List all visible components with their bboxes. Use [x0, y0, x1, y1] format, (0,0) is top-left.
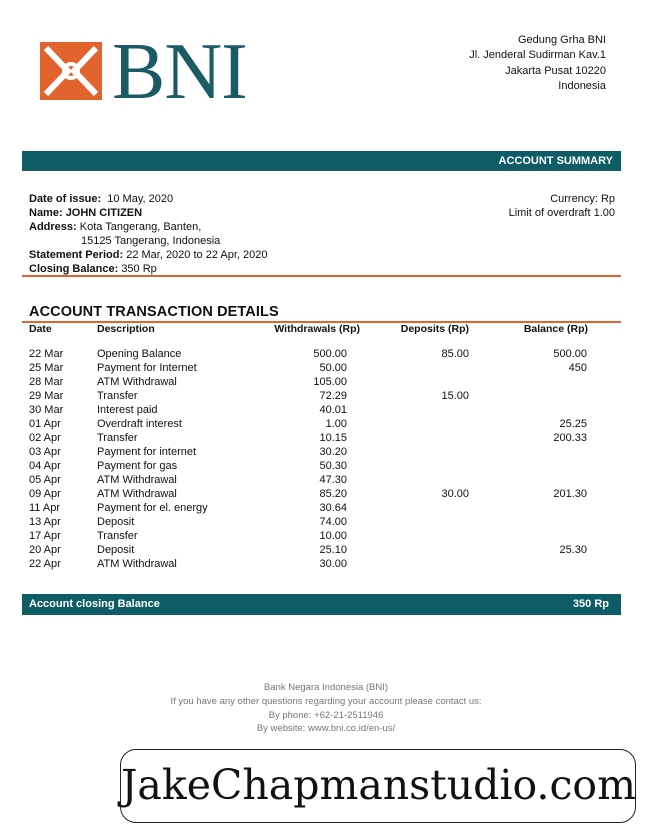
row-date: 28 Mar — [29, 376, 64, 388]
row-deposit: 30.00 — [441, 488, 469, 500]
row-description: Payment for Internet — [97, 362, 197, 374]
transactions-title: ACCOUNT TRANSACTION DETAILS — [29, 304, 279, 320]
row-description: Transfer — [97, 390, 138, 402]
table-row — [0, 543, 652, 557]
account-summary-title: ACCOUNT SUMMARY — [498, 155, 613, 167]
column-header-balance: Balance (Rp) — [523, 323, 588, 335]
transactions-table — [0, 347, 652, 571]
row-description: Overdraft interest — [97, 418, 182, 430]
row-description: Deposit — [97, 544, 135, 556]
bni-logo-icon — [40, 42, 102, 100]
row-date: 04 Apr — [29, 460, 61, 472]
date-of-issue-label: Date of issue: — [29, 193, 102, 205]
row-withdrawal: 47.30 — [319, 474, 347, 486]
row-withdrawal: 10.00 — [319, 530, 347, 542]
row-withdrawal: 40.01 — [319, 404, 347, 416]
address-line-1: Kota Tangerang, Banten, — [79, 221, 202, 233]
row-date: 05 Apr — [29, 474, 61, 486]
row-balance: 25.25 — [559, 418, 587, 430]
row-description: Payment for gas — [97, 460, 178, 472]
row-withdrawal: 10.15 — [319, 432, 347, 444]
row-date: 02 Apr — [29, 432, 61, 444]
row-balance: 450 — [568, 362, 587, 374]
table-row — [0, 459, 652, 473]
bni-logo-text: BNI — [112, 28, 247, 116]
row-withdrawal: 500.00 — [313, 348, 347, 360]
row-withdrawal: 30.64 — [319, 502, 347, 514]
row-withdrawal: 25.10 — [319, 544, 347, 556]
table-row — [0, 347, 652, 361]
row-description: Transfer — [97, 530, 138, 542]
column-header-withdrawals: Withdrawals (Rp) — [274, 323, 360, 335]
currency-text: Currency: Rp — [550, 193, 615, 205]
table-row — [0, 515, 652, 529]
row-withdrawal: 72.29 — [319, 390, 347, 402]
row-description: Opening Balance — [97, 348, 182, 360]
row-balance: 201.30 — [553, 488, 587, 500]
table-row — [0, 361, 652, 375]
row-withdrawal: 30.00 — [319, 558, 347, 570]
row-date: 30 Mar — [29, 404, 64, 416]
row-withdrawal: 30.20 — [319, 446, 347, 458]
row-description: Interest paid — [97, 404, 158, 416]
row-date: 17 Apr — [29, 530, 61, 542]
bank-address-line: Jl. Jenderal Sudirman Kav.1 — [469, 49, 606, 62]
account-details — [29, 192, 267, 276]
column-header-deposits: Deposits (Rp) — [400, 323, 469, 335]
address-label: Address: — [29, 221, 77, 233]
bank-address-line: Indonesia — [558, 79, 606, 92]
bank-address-line: Gedung Grha BNI — [517, 34, 606, 46]
column-header-description: Description — [97, 323, 155, 335]
footer-bank-name: Bank Negara Indonesia (BNI) — [263, 682, 389, 693]
row-description: ATM Withdrawal — [97, 474, 177, 486]
row-date: 13 Apr — [29, 516, 61, 528]
table-row — [0, 431, 652, 445]
row-withdrawal: 1.00 — [325, 418, 347, 430]
table-row — [0, 557, 652, 571]
bank-address-line: Jakarta Pusat 10220 — [505, 64, 606, 77]
divider — [22, 275, 621, 277]
row-withdrawal: 105.00 — [313, 376, 347, 388]
table-row — [0, 403, 652, 417]
row-description: Deposit — [97, 516, 135, 528]
row-description: Transfer — [97, 432, 138, 444]
row-date: 03 Apr — [29, 446, 61, 458]
overdraft-limit: Limit of overdraft 1.00 — [508, 207, 615, 219]
account-closing-bar — [22, 594, 621, 615]
row-balance: 500.00 — [553, 348, 587, 360]
statement-period-value: 22 Mar, 2020 to 22 Apr, 2020 — [126, 249, 268, 261]
row-description: Payment for el. energy — [97, 502, 208, 514]
row-date: 20 Apr — [29, 544, 61, 556]
row-deposit: 15.00 — [441, 390, 469, 402]
row-date: 25 Mar — [29, 362, 64, 374]
closing-balance-value: 350 Rp — [121, 263, 157, 275]
row-description: ATM Withdrawal — [97, 376, 177, 388]
name-value: JOHN CITIZEN — [65, 207, 143, 219]
address-line-2: 15125 Tangerang, Indonesia — [81, 235, 221, 247]
row-deposit: 85.00 — [441, 348, 469, 360]
footer — [0, 681, 652, 736]
table-row — [0, 473, 652, 487]
table-row — [0, 487, 652, 501]
account-closing-value: 350 Rp — [572, 598, 609, 610]
watermark: JakeChapmanstudio.com — [120, 749, 636, 823]
footer-contact-text: If you have any other questions regarding your account please contact us: — [170, 695, 482, 707]
row-date: 22 Mar — [29, 348, 64, 360]
row-withdrawal: 50.30 — [319, 460, 347, 472]
row-balance: 200.33 — [553, 432, 587, 444]
row-date: 29 Mar — [29, 390, 64, 402]
account-summary-bar — [22, 151, 621, 171]
footer-website: By website: www.bni.co.id/en-us/ — [256, 723, 396, 735]
bank-address — [469, 33, 606, 94]
table-row — [0, 375, 652, 389]
table-row — [0, 501, 652, 515]
table-row — [0, 389, 652, 403]
row-description: ATM Withdrawal — [97, 488, 177, 500]
table-row — [0, 529, 652, 543]
table-row — [0, 445, 652, 459]
date-of-issue-value: 10 May, 2020 — [107, 193, 174, 205]
row-date: 11 Apr — [29, 502, 60, 514]
account-closing-label: Account closing Balance — [29, 598, 160, 610]
row-description: Payment for internet — [97, 446, 197, 458]
table-row — [0, 417, 652, 431]
row-date: 01 Apr — [29, 418, 61, 430]
row-withdrawal: 85.20 — [319, 488, 347, 500]
row-description: ATM Withdrawal — [97, 558, 177, 570]
row-balance: 25.30 — [559, 544, 587, 556]
row-withdrawal: 74.00 — [319, 516, 347, 528]
row-date: 22 Apr — [29, 558, 61, 570]
statement-period-label: Statement Period: — [29, 249, 124, 261]
currency-info — [509, 192, 615, 220]
column-header-date: Date — [29, 323, 52, 335]
closing-balance-label: Closing Balance: — [29, 263, 119, 275]
row-withdrawal: 50.00 — [319, 362, 347, 374]
name-label: Name: — [29, 207, 63, 219]
footer-phone: By phone: +62-21-2511946 — [268, 709, 384, 721]
row-date: 09 Apr — [29, 488, 61, 500]
